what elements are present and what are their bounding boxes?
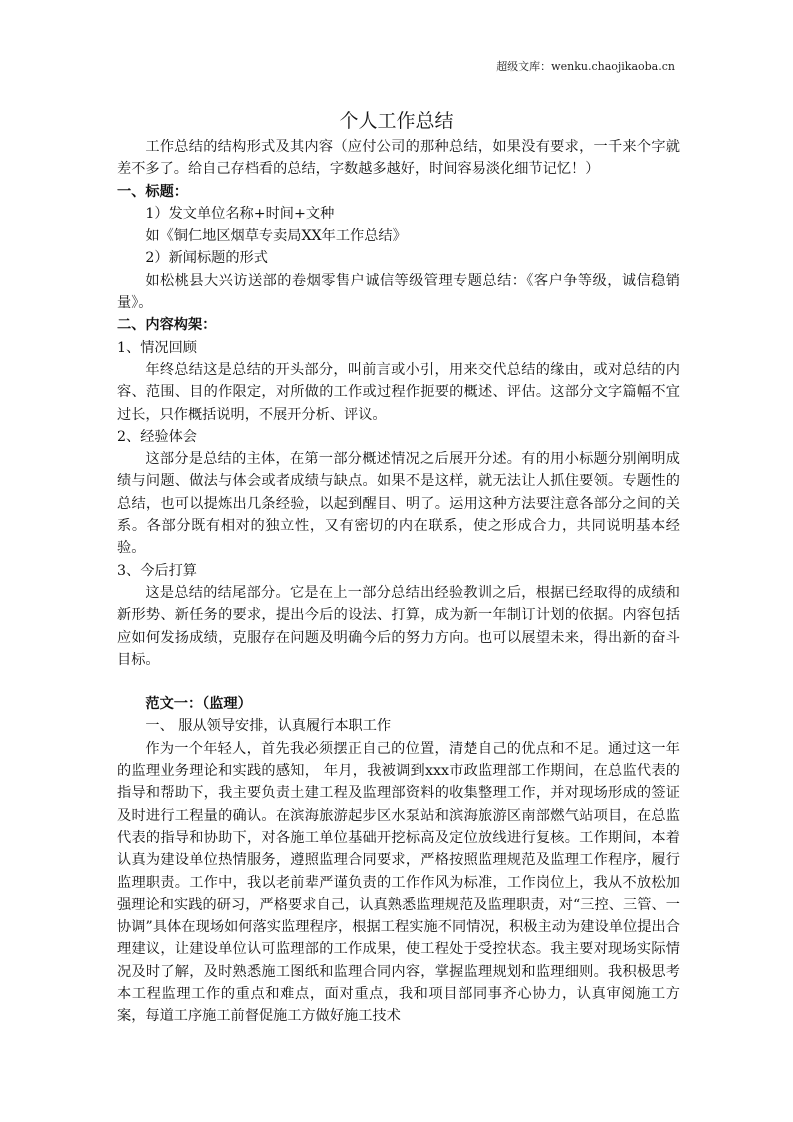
example-text: 如松桃县大兴访送部的卷烟零售户诚信等级管理专题总结：《客户争等级，诚信稳销量》。 [117,272,680,312]
intro-paragraph: 工作总结的结构形式及其内容（应付公司的那种总结，如果没有要求，一千来个字就差不多了。给自己存档看的总结，字数越多越好，时间容易淡化细节记忆！） [117,139,680,178]
section-heading-structure: 二、内容构架： [117,317,217,334]
page-header-source: 超级文库：wenku.chaojikaoba.cn [496,60,675,73]
list-item: 2）新闻标题的形式 [145,250,268,267]
paragraph: 年终总结这是总结的开头部分，叫前言或小引，用来交代总结的缘由，或对总结的内容、范围、目的作限定，对所做的工作或过程作扼要的概述、评估。这部分文字篇幅不宜过长，只作概括说明，不展开分析、评议。 [117,361,680,423]
document-title: 个人工作总结 [339,110,454,132]
sample-title: 范文一：（监理） [145,696,252,713]
subsection-heading: 3、今后打算 [117,562,197,579]
paragraph: 这部分是总结的主体，在第一部分概述情况之后展开分述。有的用小标题分别阐明成绩与问题、做法与体会或者成绩与缺点。如果不是这样，就无法让人抓住要领。专题性的总结，也可以提炼出几条经验，以起到醒目、明了。运用这种方法要注意各部分之间的关系。各部分既有相对的独立性，又有密切的内在联系，使之形成合力，共同说明基本经验。 [117,451,680,557]
list-item: 1）发文单位名称+时间+文种 [145,205,335,222]
spacer [117,671,680,693]
document-body [117,136,680,1028]
subsection-heading: 2、经验体会 [117,428,197,445]
paragraph: 这是总结的结尾部分。它是在上一部分总结出经验教训之后，根据已经取得的成绩和新形势、新任务的要求，提出今后的设法、打算，成为新一年制订计划的依据。内容包括应如何发扬成绩，克服存在问题及明确今后的努力方向。也可以展望未来，得出新的奋斗目标。 [117,584,680,668]
subsection-heading: 1、情况回顾 [117,339,197,356]
section-heading-title: 一、标题： [117,183,188,200]
sample-body-paragraph: 作为一个年轻人，首先我必须摆正自己的位置，清楚自己的优点和不足。通过这一年的监理业务理论和实践的感知， 年月，我被调到xxx市政监理部工作期间，在总监代表的指导和帮助下，我主要负责土建工程及监理部资料的收集整理工作，并对现场形成的签证及时进行工程量的确认。在滨海旅游起步区水泵站和滨海旅游区南部燃气站项目，在总监代表的指导和协助下，对各施工单位基础开挖标高及定位放线进行复核。工作期间，本着认真为建设单位热情服务，遵照监理合同要求，严格按照监理规范及监理工作程序，履行监理职责。工作中，我以老前辈严谨负责的工作作风为标准，工作岗位上，我从不放松加强理论和实践的研习，严格要求自己，认真熟悉监理规范及监理职责，对“三控、三管、一协调”具体在现场如何落实监理程序，根据工程实施不同情况，积极主动为建设单位提出合理建议，让建设单位认可监理部的工作成果，使工程处于受控状态。我主要对现场实际情况及时了解，及时熟悉施工图纸和监理合同内容，掌握监理规划和监理细则。我积极思考本工程监理工作的重点和难点，面对重点，我和项目部同事齐心协力，认真审阅施工方案，每道工序施工前督促施工方做好施工技术 [117,740,680,1025]
sample-subheading: 一、 服从领导安排，认真履行本职工作 [145,718,392,735]
example-text: 如《铜仁地区烟草专卖局XX年工作总结》 [145,228,407,245]
